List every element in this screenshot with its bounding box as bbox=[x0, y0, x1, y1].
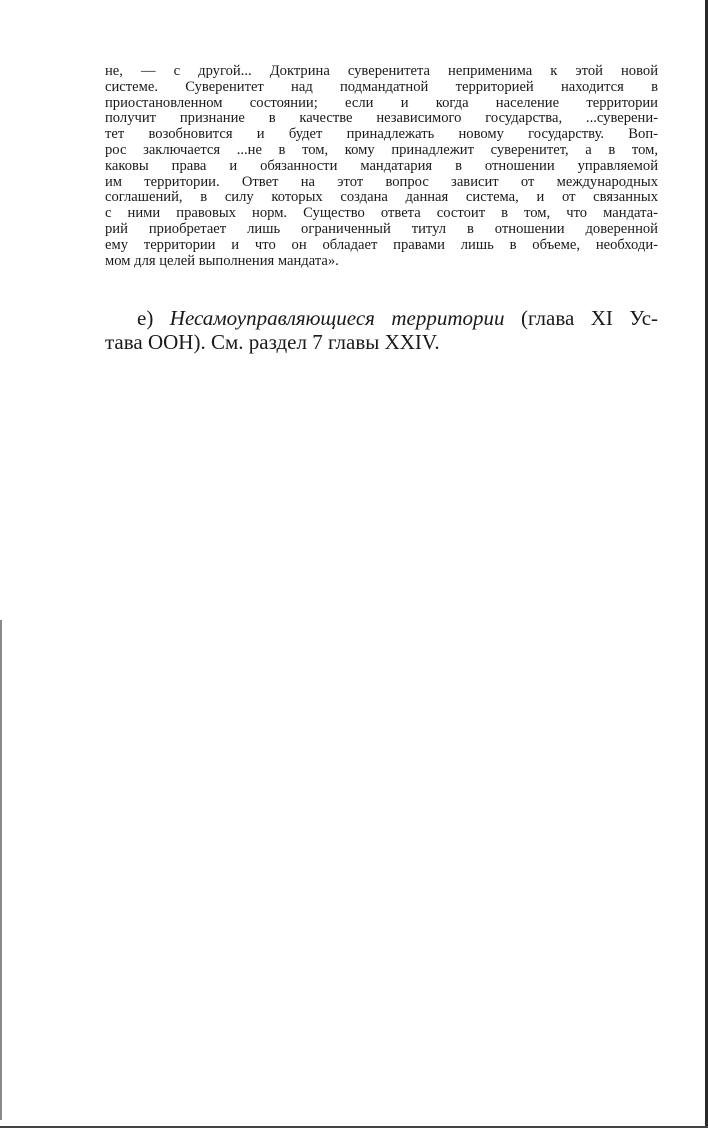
paragraph-line: не, — с другой... Доктрина суверенитета неприменима к этой новой bbox=[105, 63, 658, 79]
paragraph-line: рос заключается ...не в том, кому принадлежит суверенитет, а в том, bbox=[105, 141, 658, 158]
page-edge-left-mark bbox=[0, 620, 2, 1120]
paragraph-line: мом для целей выполнения мандата». bbox=[105, 252, 339, 269]
paragraph-line: рий приобретает лишь ограниченный титул в отношении доверенной bbox=[105, 220, 658, 237]
paragraph-line: соглашений, в силу которых создана данная система, и от связанных bbox=[105, 189, 658, 206]
paragraph-line: тет возобновится и будет принадлежать новому государству. Воп- bbox=[105, 126, 658, 143]
paragraph-line: ему территории и что он обладает правами лишь в объеме, необходи- bbox=[105, 236, 658, 253]
paragraph-line: получит признание в качестве независимого государства, ...суверени- bbox=[105, 110, 658, 127]
section-title: Несамоуправляющиеся территории bbox=[169, 306, 505, 330]
paragraph-line: приостановленном состоянии; если и когда население территории bbox=[105, 94, 658, 111]
paragraph-line: им территории. Ответ на этот вопрос зависит от международных bbox=[105, 173, 658, 190]
section-heading-line-2: тава ООН). См. раздел 7 главы XXIV. bbox=[105, 330, 440, 354]
quote-paragraph bbox=[105, 64, 658, 269]
paragraph-line: системе. Суверенитет над подмандатной территорией находится в bbox=[105, 78, 658, 95]
section-heading-line bbox=[105, 306, 658, 330]
section-marker: е) bbox=[137, 306, 154, 330]
section-paragraph bbox=[105, 306, 658, 354]
paragraph-line: каковы права и обязанности мандатария в отношении управляемой bbox=[105, 157, 658, 174]
section-heading-rest: (глава XI Ус- bbox=[520, 306, 659, 330]
paragraph-line: с ними правовых норм. Существо ответа состоит в том, что мандата- bbox=[105, 205, 658, 222]
